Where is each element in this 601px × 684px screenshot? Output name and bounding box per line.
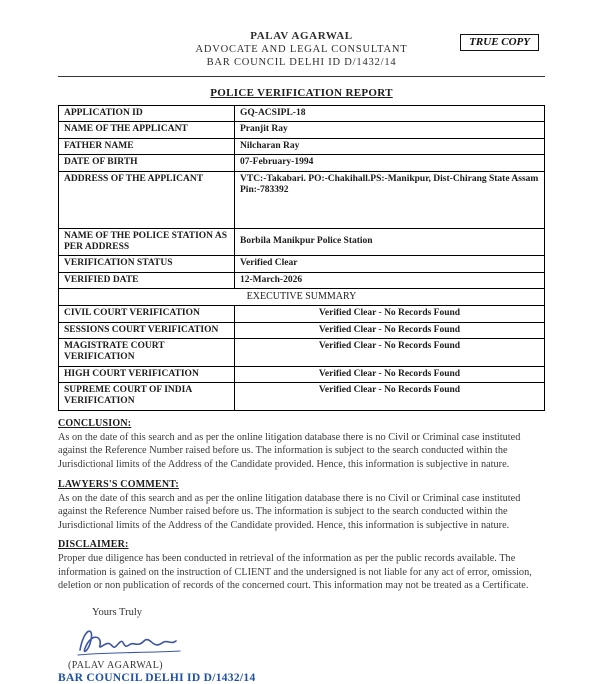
true-copy-stamp: TRUE COPY xyxy=(460,34,539,51)
conclusion-section xyxy=(58,418,545,472)
lawyers-comment-section xyxy=(58,479,545,533)
verification-table xyxy=(58,105,545,411)
conclusion-heading: CONCLUSION: xyxy=(58,417,132,429)
executive-summary-title: EXECUTIVE SUMMARY xyxy=(59,289,545,306)
lawyers-comment-body: As on the date of this search and as per the online litigation database there is no Civil or Criminal case instituted against the Reference Number raised before us. The information is subject to the search conducted within the Jurisdictional limits of the Address of the Candidate provided. Hence, this information is subjective in nature. xyxy=(58,492,521,531)
table-row xyxy=(59,138,545,154)
field-value: 12-March-2026 xyxy=(235,272,545,288)
table-row xyxy=(59,272,545,288)
signatory-name: (PALAV AGARWAL) xyxy=(68,660,163,672)
summary-value: Verified Clear - No Records Found xyxy=(235,322,545,338)
report-title: POLICE VERIFICATION REPORT xyxy=(210,87,393,99)
field-label: NAME OF THE APPLICANT xyxy=(59,122,235,138)
field-value: Nilcharan Ray xyxy=(235,138,545,154)
summary-row xyxy=(59,383,545,411)
disclaimer-section xyxy=(58,539,545,593)
field-label: VERIFICATION STATUS xyxy=(59,256,235,272)
summary-label: HIGH COURT VERIFICATION xyxy=(59,366,235,382)
field-label: DATE OF BIRTH xyxy=(59,155,235,171)
table-row xyxy=(59,155,545,171)
closing-salutation: Yours Truly xyxy=(92,607,143,619)
summary-value: Verified Clear - No Records Found xyxy=(235,306,545,322)
field-value: 07-February-1994 xyxy=(235,155,545,171)
summary-row xyxy=(59,366,545,382)
summary-value: Verified Clear - No Records Found xyxy=(235,366,545,382)
field-label: NAME OF THE POLICE STATION AS PER ADDRESS xyxy=(59,228,235,256)
summary-row xyxy=(59,306,545,322)
summary-label: MAGISTRATE COURT VERIFICATION xyxy=(59,338,235,366)
bar-council-id-footer: BAR COUNCIL DELHI ID D/1432/14 xyxy=(58,672,256,684)
table-row xyxy=(59,256,545,272)
advocate-name: PALAV AGARWAL xyxy=(250,30,353,42)
bar-council-id-header: BAR COUNCIL DELHI ID D/1432/14 xyxy=(206,57,397,68)
summary-value: Verified Clear - No Records Found xyxy=(235,338,545,366)
table-row-address xyxy=(59,171,545,228)
table-row xyxy=(59,122,545,138)
field-value: GQ-ACSIPL-18 xyxy=(235,106,545,122)
field-value: Verified Clear xyxy=(235,256,545,272)
signature-image xyxy=(70,620,545,660)
signature-scribble-icon xyxy=(70,620,190,660)
field-label: FATHER NAME xyxy=(59,138,235,154)
conclusion-body: As on the date of this search and as per the online litigation database there is no Civil or Criminal case instituted against the Reference Number raised before us. The information is subject to the search conducted within the Jurisdictional limits of the Address of the Candidate provided. Hence, this information is subjective in nature. xyxy=(58,431,521,471)
lawyers-comment-heading: LAWYERS'S COMMENT: xyxy=(58,478,179,490)
field-label: APPLICATION ID xyxy=(59,106,235,122)
field-value: Pranjit Ray xyxy=(235,122,545,138)
field-value: Borbila Manikpur Police Station xyxy=(235,228,545,256)
executive-summary-header xyxy=(59,289,545,306)
disclaimer-body: Proper due diligence has been conducted in retrieval of the information as per the public records available. The information is gained on the instruction of CLIENT and the undersigned is not liable for any act of error, omission, deletion or non publication of records of the concerned court. This information may not be treated as a Certificate. xyxy=(58,553,532,592)
table-row-police-station xyxy=(59,228,545,256)
field-label: ADDRESS OF THE APPLICANT xyxy=(59,171,235,228)
summary-row xyxy=(59,322,545,338)
summary-row xyxy=(59,338,545,366)
field-value: VTC:-Takabari. PO:-Chakihall.PS:-Manikpur, Dist-Chirang State Assam Pin:-783392 xyxy=(235,171,545,228)
summary-label: SESSIONS COURT VERIFICATION xyxy=(59,322,235,338)
summary-value: Verified Clear - No Records Found xyxy=(235,383,545,411)
field-label: VERIFIED DATE xyxy=(59,272,235,288)
advocate-title: ADVOCATE AND LEGAL CONSULTANT xyxy=(195,44,408,55)
summary-label: CIVIL COURT VERIFICATION xyxy=(59,306,235,322)
summary-label: SUPREME COURT OF INDIA VERIFICATION xyxy=(59,383,235,411)
disclaimer-heading: DISCLAIMER: xyxy=(58,539,129,551)
table-row xyxy=(59,106,545,122)
